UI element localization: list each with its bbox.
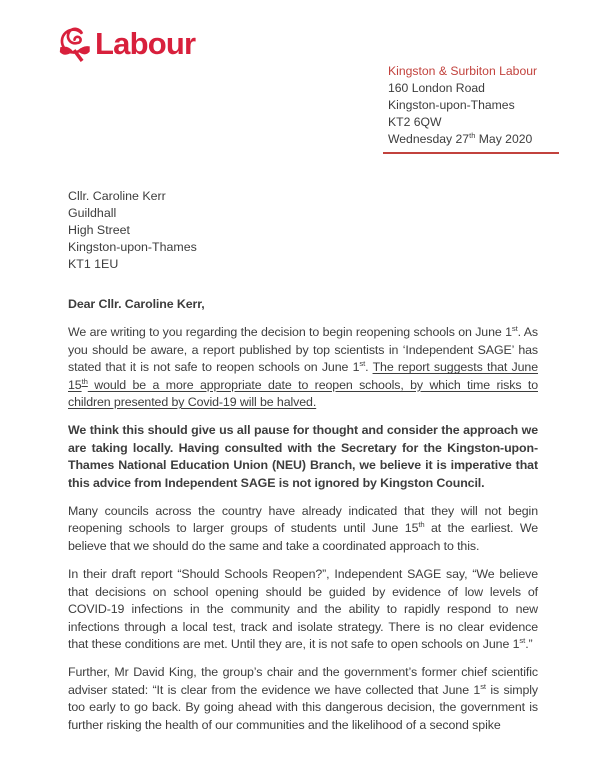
sender-block <box>388 63 560 154</box>
paragraph-text-segment: st <box>359 359 366 369</box>
letter-paragraph <box>68 503 538 555</box>
letter-body <box>68 296 538 745</box>
recipient-line: Cllr. Caroline Kerr <box>68 189 166 203</box>
labour-rose-icon <box>56 22 94 64</box>
letter-paragraph <box>68 324 538 411</box>
letter-paragraphs <box>68 324 538 734</box>
labour-wordmark: Labour <box>95 25 196 61</box>
paragraph-text-segment: Many councils across the country have already indicated that they will not begin reopening schools to larger groups of students until June 15 <box>68 504 538 536</box>
recipient-line: Kingston-upon-Thames <box>68 240 197 254</box>
recipient-block <box>68 188 197 273</box>
paragraph-text-segment: st <box>511 324 518 334</box>
paragraph-text-segment: is simply too early to go back. By going ahead with this dangerous decision, the government is further risking the health of our communities and the likelihood of a second spike <box>68 682 538 732</box>
letter-paragraph <box>68 664 538 734</box>
paragraph-text-segment: st <box>519 635 526 645</box>
recipient-line: KT1 1EU <box>68 257 119 271</box>
paragraph-text-segment: . <box>365 360 373 375</box>
paragraph-text-segment: st <box>480 681 486 691</box>
letter-date-prefix: Wednesday 27 <box>388 132 470 146</box>
paragraph-text-segment: In their draft report “Should Schools Reopen?”, Independent SAGE say, “We believe that decisions on school opening should be guided by evidence of low levels of COVID-19 infections in the community and the ability to rapidly respond to new infections through a local test, track and isolate strategy. There is no clear evidence that these conditions are met. Until they are, it is not safe to open schools on June 1 <box>68 567 538 651</box>
paragraph-text-segment: .” <box>525 636 533 651</box>
recipient-line: High Street <box>68 223 130 237</box>
recipient-line: Guildhall <box>68 206 117 220</box>
paragraph-text-segment: would be a more appropriate date to reopen schools, by which time risks to children presented by Covid-19 will be halved. <box>68 377 538 410</box>
sender-address-line: Kingston-upon-Thames <box>388 98 515 112</box>
sender-org: Kingston & Surbiton Labour <box>388 64 538 78</box>
paragraph-text-segment: . As you should be aware, a report published by top scientists in ‘Independent SAGE’ has stated that it is not safe to reopen schools on June 1 <box>68 325 539 375</box>
letter-paragraph <box>68 566 538 653</box>
sender-address-line: KT2 6QW <box>388 115 442 129</box>
labour-logo <box>56 22 195 64</box>
paragraph-text-segment: We think this should give us all pause for thought and consider the approach we are taking locally. Having consulted with the Secretary for the Kingston-upon-Thames National Education Union (NEU) Branch, we believe it is imperative that this advice from Independent SAGE is not ignored by Kingston Council. <box>68 423 538 490</box>
paragraph-text-segment: We are writing to you regarding the decision to begin reopening schools on June 1 <box>68 325 512 340</box>
date-underline-rule <box>383 152 559 154</box>
paragraph-text-segment: th <box>81 376 88 386</box>
paragraph-text-segment: The report suggests that June 15 <box>68 360 538 392</box>
sender-address-line: 160 London Road <box>388 81 485 95</box>
letter-date-suffix: May 2020 <box>475 132 533 146</box>
paragraph-text-segment: Further, Mr David King, the group’s chair and the government’s former chief scientific adviser stated: “It is clear from the evidence we have collected that June 1 <box>68 665 538 697</box>
letter-paragraph <box>68 422 538 492</box>
paragraph-text-segment: at the earliest. We believe that we should do the same and take a coordinated approach to this. <box>68 521 538 553</box>
paragraph-text-segment: th <box>418 520 425 530</box>
letter-date <box>388 131 560 148</box>
letter-date-ordinal: th <box>469 130 476 140</box>
salutation: Dear Cllr. Caroline Kerr, <box>68 297 205 311</box>
